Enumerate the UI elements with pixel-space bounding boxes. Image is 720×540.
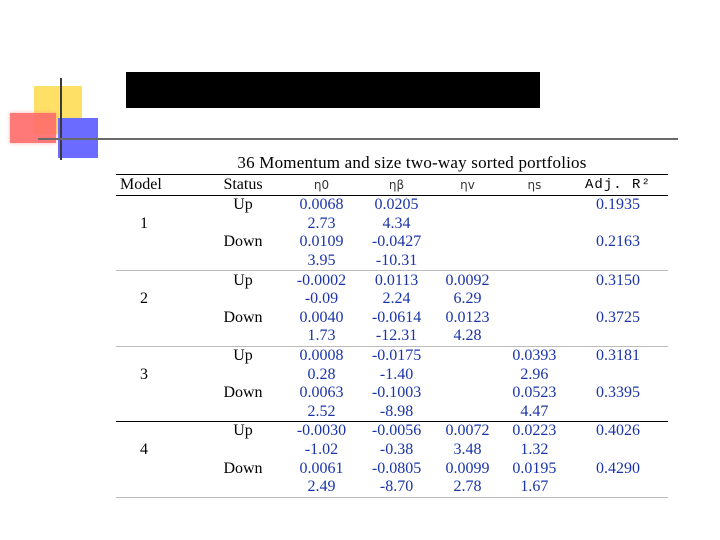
adj-value-cell (568, 403, 668, 422)
etav-value-cell: 0.0092 (445, 271, 490, 289)
etab-value-cell: -12.31 (359, 327, 434, 346)
status-cell: Up (233, 347, 253, 365)
etab-value-cell: -0.38 (379, 441, 414, 459)
status-cell: Down (223, 384, 263, 402)
etab-value-cell: -0.0805 (371, 459, 422, 477)
eta0-value-cell: 3.95 (284, 252, 359, 271)
eta0-value-cell: -0.09 (304, 290, 339, 308)
results-table-container (116, 152, 668, 498)
eta0-value-cell: 0.0061 (299, 459, 344, 477)
table-row (116, 365, 668, 384)
etab-value-cell: 4.34 (382, 214, 411, 232)
adj-value-cell: 0.4290 (595, 459, 640, 477)
eta0-value-cell: 0.0008 (299, 347, 344, 365)
eta0-value-cell: 2.49 (284, 478, 359, 497)
table-row (116, 327, 668, 346)
model-number-cell (116, 271, 202, 290)
model-number-cell (116, 422, 202, 441)
model-number-cell (116, 403, 202, 422)
etav-value-cell (434, 384, 501, 403)
etas-value-cell: 0.0523 (512, 384, 557, 402)
model-number-cell (116, 327, 202, 346)
etav-value-cell: 6.29 (453, 290, 482, 308)
model-number-cell (116, 196, 202, 215)
ornament-horizontal-line (38, 138, 678, 140)
eta0-value-cell: 0.0063 (299, 384, 344, 402)
header-eta0: η0 (284, 175, 359, 196)
etab-value-cell: -0.0175 (371, 347, 422, 365)
etas-value-cell (501, 309, 568, 328)
model-number-cell (116, 233, 202, 252)
table-row (116, 422, 668, 441)
eta0-value-cell: 0.0068 (299, 196, 344, 214)
results-table (116, 174, 668, 498)
table-row (116, 441, 668, 460)
etas-value-cell (501, 290, 568, 309)
table-row (116, 403, 668, 422)
etab-value-cell: -0.1003 (371, 384, 422, 402)
model-number-cell: 4 (140, 441, 148, 459)
model-number-cell (116, 478, 202, 497)
table-row (116, 252, 668, 271)
etas-value-cell: 1.32 (520, 441, 549, 459)
table-row (116, 215, 668, 234)
eta0-value-cell: 2.73 (307, 214, 336, 232)
table-row (116, 309, 668, 328)
eta0-value-cell: 0.0040 (299, 308, 344, 326)
table-row (116, 459, 668, 478)
etav-value-cell: 0.0072 (445, 422, 490, 440)
model-number-cell: 2 (140, 290, 148, 308)
status-cell: Down (223, 308, 263, 326)
eta0-value-cell: -1.02 (304, 441, 339, 459)
etav-value-cell (434, 252, 501, 271)
table-header-row (116, 175, 668, 196)
table-row (116, 271, 668, 290)
etav-value-cell (434, 196, 501, 215)
adj-value-cell: 0.3395 (595, 384, 640, 402)
model-number-cell: 1 (140, 214, 148, 232)
etav-value-cell: 2.78 (434, 478, 501, 497)
adj-value-cell: 0.1935 (595, 196, 640, 214)
adj-value-cell: 0.3150 (595, 271, 640, 289)
etas-value-cell (501, 252, 568, 271)
etas-value-cell (501, 327, 568, 346)
redacted-title-bar (126, 72, 540, 108)
status-cell: Up (233, 196, 253, 214)
adj-value-cell (568, 252, 668, 271)
etas-value-cell (501, 196, 568, 215)
status-cell (202, 478, 284, 497)
etav-value-cell (434, 215, 501, 234)
adj-value-cell: 0.4026 (595, 422, 640, 440)
status-cell (202, 403, 284, 422)
adj-value-cell (568, 365, 668, 384)
status-cell (202, 327, 284, 346)
table-row (116, 196, 668, 215)
status-cell: Down (223, 233, 263, 251)
adj-value-cell (568, 327, 668, 346)
etas-value-cell: 4.47 (501, 403, 568, 422)
model-number-cell (116, 384, 202, 403)
eta0-value-cell: -0.0030 (296, 422, 347, 440)
etab-value-cell: -0.0427 (371, 233, 422, 251)
etas-value-cell: 0.0195 (512, 459, 557, 477)
table-row (116, 290, 668, 309)
etab-value-cell: -1.40 (379, 365, 414, 383)
table-body (116, 196, 668, 498)
header-etab: ηβ (359, 175, 434, 196)
etas-value-cell (501, 233, 568, 252)
etab-value-cell: -8.70 (359, 478, 434, 497)
eta0-value-cell: -0.0002 (296, 271, 347, 289)
adj-value-cell (568, 215, 668, 234)
status-cell (202, 252, 284, 271)
header-status: Status (202, 175, 284, 196)
status-cell: Up (233, 422, 253, 440)
etav-value-cell (434, 233, 501, 252)
etab-value-cell: 0.0205 (374, 196, 419, 214)
header-etas: ηs (501, 175, 568, 196)
header-model: Model (116, 175, 202, 196)
etab-value-cell: -8.98 (359, 403, 434, 422)
etab-value-cell: -10.31 (359, 252, 434, 271)
model-number-cell (116, 459, 202, 478)
etav-value-cell (434, 346, 501, 365)
header-etav: ηv (434, 175, 501, 196)
etab-value-cell: -0.0614 (371, 308, 422, 326)
etav-value-cell: 0.0123 (445, 308, 490, 326)
status-cell: Down (223, 459, 263, 477)
status-cell (202, 441, 284, 460)
etas-value-cell: 0.0393 (512, 347, 557, 365)
etas-value-cell: 1.67 (501, 478, 568, 497)
etas-value-cell (501, 215, 568, 234)
model-number-cell: 3 (140, 365, 148, 383)
etav-value-cell (434, 365, 501, 384)
etas-value-cell: 0.0223 (512, 422, 557, 440)
header-adj-r2: Adj. R² (568, 175, 668, 196)
etab-value-cell: -0.0056 (371, 422, 422, 440)
eta0-value-cell: 1.73 (284, 327, 359, 346)
table-row (116, 346, 668, 365)
eta0-value-cell: 0.0109 (299, 233, 344, 251)
model-number-cell (116, 252, 202, 271)
status-cell (202, 290, 284, 309)
adj-value-cell: 0.2163 (595, 233, 640, 251)
etav-value-cell: 0.0099 (445, 459, 490, 477)
status-cell (202, 215, 284, 234)
table-row (116, 384, 668, 403)
ornament-vertical-line (60, 78, 62, 160)
adj-value-cell: 0.3181 (595, 347, 640, 365)
adj-value-cell (568, 478, 668, 497)
status-cell (202, 365, 284, 384)
table-caption: 36 Momentum and size two-way sorted portfolios (237, 153, 587, 172)
etas-value-cell: 2.96 (520, 365, 549, 383)
table-row (116, 233, 668, 252)
model-number-cell (116, 309, 202, 328)
etav-value-cell (434, 403, 501, 422)
adj-value-cell: 0.3725 (595, 308, 640, 326)
etas-value-cell (501, 271, 568, 290)
etab-value-cell: 0.0113 (374, 271, 419, 289)
etav-value-cell: 4.28 (434, 327, 501, 346)
etav-value-cell: 3.48 (453, 441, 482, 459)
eta0-value-cell: 2.52 (284, 403, 359, 422)
status-cell: Up (233, 271, 253, 289)
eta0-value-cell: 0.28 (307, 365, 336, 383)
table-row (116, 478, 668, 497)
adj-value-cell (568, 441, 668, 460)
etab-value-cell: 2.24 (382, 290, 411, 308)
adj-value-cell (568, 290, 668, 309)
model-number-cell (116, 346, 202, 365)
